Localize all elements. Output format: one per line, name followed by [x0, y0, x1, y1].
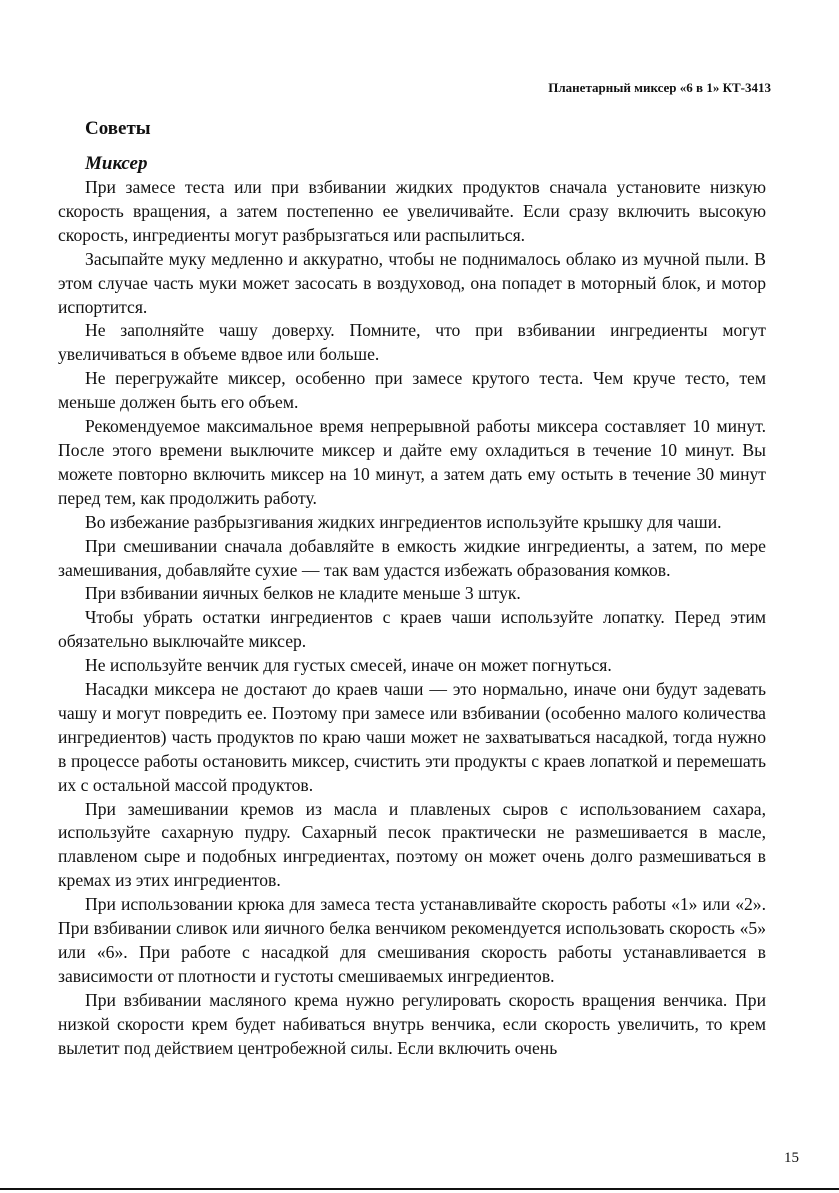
paragraph: При замесе теста или при взбивании жидких продуктов сначала установите низкую скорость вращения, а затем постепенно ее увеличивайте. Если сразу включить высокую скорость, ингредиенты могут разбрызгаться или распылиться. — [58, 177, 766, 245]
paragraph: Насадки миксера не достают до краев чаши — это нормально, иначе они будут задевать чашу и могут повредить ее. Поэтому при замесе или взбивании (особенно малого количества ингредиентов) часть продуктов по краю чаши может не захватываться насадкой, тогда нужно в процессе работы остановить миксер, счистить эти продукты с краев лопаткой и перемешать их с остальной массой продуктов. — [58, 679, 766, 795]
subsection-title: Миксер — [85, 153, 148, 174]
paragraph: Не перегружайте миксер, особенно при замесе крутого теста. Чем круче тесто, тем меньше должен быть его объем. — [58, 368, 766, 413]
paragraph: При использовании крюка для замеса теста устанавливайте скорость работы «1» или «2». При взбивании сливок или яичного белка венчиком рекомендуется использовать скорость «5» или «6». При работе с насадкой для смешивания скорость работы устанавливается в зависимости от плотности и густоты смешиваемых ингредиентов. — [58, 894, 766, 986]
bottom-divider — [0, 1188, 839, 1190]
paragraph: При смешивании сначала добавляйте в емкость жидкие ингредиенты, а затем, по мере замешивания, добавляйте сухие — так вам удастся избежать образования комков. — [58, 535, 766, 580]
paragraph: Засыпайте муку медленно и аккуратно, чтобы не поднималось облако из мучной пыли. В этом случае часть муки может засосать в воздуховод, она попадет в моторный блок, и мотор испортится. — [58, 248, 766, 317]
paragraph: Рекомендуемое максимальное время непрерывной работы миксера составляет 10 минут. После этого времени выключите миксер и дайте ему охладиться в течение 10 минут. Вы можете повторно включить миксер на 10 минут, а затем дать ему остыть в течение 30 минут перед тем, как продолжить работу. — [58, 416, 766, 508]
paragraph: При взбивании масляного крема нужно регулировать скорость вращения венчика. При низкой скорости крем будет набиваться внутрь венчика, если скорость увеличить, то крем вылетит под действием центробежной силы. Если включить очень — [58, 989, 766, 1058]
paragraph: Не используйте венчик для густых смесей, иначе он может погнуться. — [85, 655, 612, 676]
section-title: Советы — [85, 118, 151, 139]
paragraph: Во избежание разбрызгивания жидких ингредиентов используйте крышку для чаши. — [85, 511, 722, 532]
paragraph: Не заполняйте чашу доверху. Помните, что при взбивании ингредиенты могут увеличиваться в объеме вдвое или больше. — [58, 320, 766, 365]
page-content — [58, 116, 766, 1061]
paragraph: При взбивании яичных белков не кладите меньше 3 штук. — [85, 583, 521, 604]
running-header: Планетарный миксер «6 в 1» КТ-3413 — [548, 80, 771, 95]
paragraph: Чтобы убрать остатки ингредиентов с краев чаши используйте лопатку. Перед этим обязательно выключайте миксер. — [58, 607, 766, 652]
page-number: 15 — [784, 1150, 799, 1166]
paragraph: При замешивании кремов из масла и плавленых сыров с использованием сахара, используйте сахарную пудру. Сахарный песок практически не размешивается в масле, плавленом сыре и подобных ингредиентах, поэтому он может очень долго размешиваться в кремах из этих ингредиентов. — [58, 798, 766, 891]
